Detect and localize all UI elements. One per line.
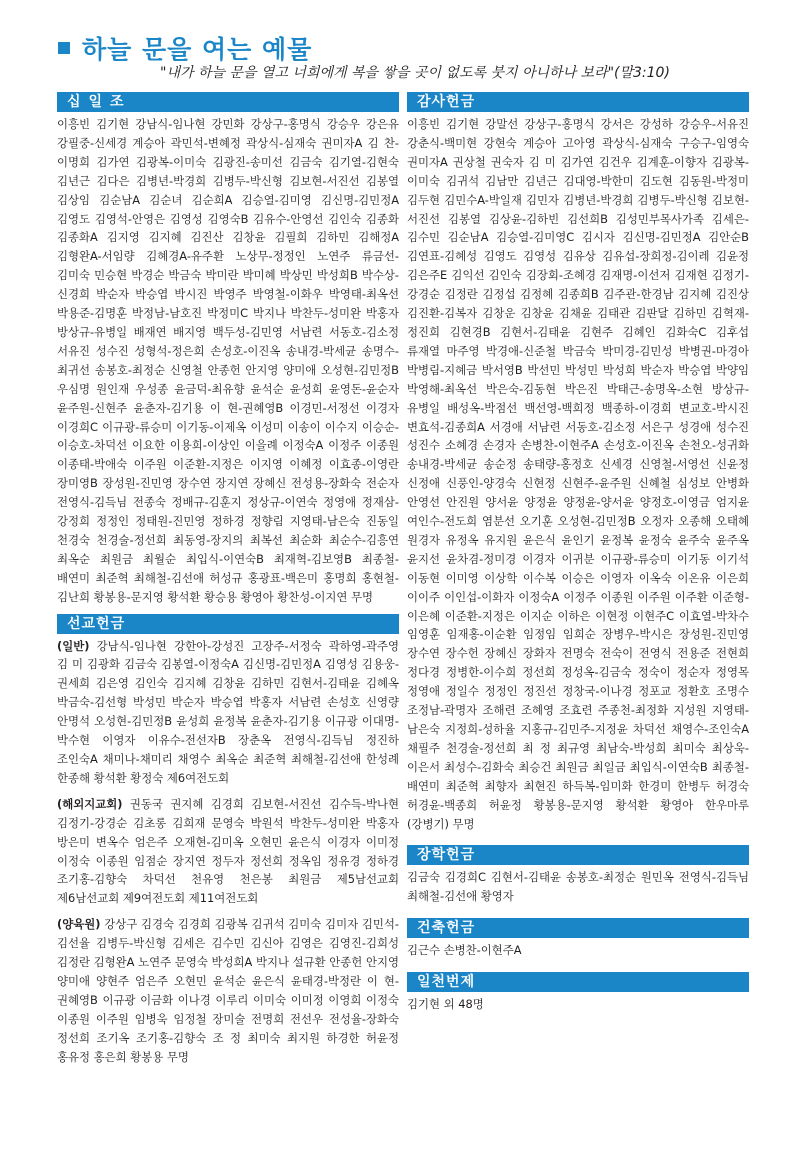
section-heading-mission: 선교헌금 bbox=[57, 614, 399, 634]
bible-verse: "내가 하늘 문을 열고 너희에게 복을 쌓을 곳이 없도록 붓지 아니하나 보라"(말3:10) bbox=[160, 65, 670, 81]
tithe-donor-list: 이흥빈 김기현 강남식-임나현 강민화 강상구-홍명식 강승우 강은유 강필중-신세경 계승아 곽민석-변혜정 곽상식-심재숙 권미자A 김 찬-이명희 김가연 김광복-이미숙 김광진-송미선 김금숙 김기열-김현숙 김년근 김다은 김병년-박경희 김병두-박신형 김보현-서진선 김봉열 김상임 김순남A 김순녀 김순희A 김승열-김미영 김신명-김민정A 김영도 김영석-안영은 김영성 김영숙B 김유수-안영선 김인숙 김종화 김종화A 김지영 김지혜 김진산 김창윤 김필희 김하민 김해정A 김형완A-서임량 김혜경A-유주환 노상무-정정인 노연주 류금선-김미숙 민승현 박경순 박금숙 박미란 박미혜 박상민 박성희B 박수상-신경희 박순자 박승엽 박시진 박영주 박영철-이화우 박영태-최옥선 박용준-김명훈 박정남-남호진 박정미C 박지나 박찬두-성미완 박홍자 방상규-유병일 배재연 배지영 백두성-김민영 서남련 서동호-김소정 서유진 성수진 성형석-정은희 손성호-이진옥 송내경-박세균 송명수-최귀선 송봉호-최정순 신영철 안종헌 안지영 양미애 오성현-김민정B 우심명 원인재 우성종 윤금덕-최유향 윤석순 윤성희 윤영돈-윤순자 윤주원-신현주 윤춘자-김기용 이 현-권혜영B 이경민-서정선 이경자 이경희C 이규광-류승미 이기동-이제옥 이성미 이송이 이수지 이승순-이승호-차덕선 이요한 이용희-이상인 이을례 이정숙A 이정주 이종원 이종태-박애숙 이주원 이준환-지정은 이지영 이혜정 이효종-이영란 장미영B 장성원-진민영 장수연 장지연 장혜신 전성용-장화숙 전순자 전영식-김득님 전종숙 정배규-김훈지 정상규-이연숙 정영애 정재삼-강정희 정정인 정태원-진민영 정하경 정향림 지영태-남은숙 진동일 천경숙 천경술-정선희 최동영-장지의 최복선 최순화 최순수-김흥연 최옥순 최원금 최월순 최입식-이연숙B 최재혁-김보영B 최종철-배연미 최준혁 최해철-김선애 허성규 홍광표-백은미 홍명희 홍현철-김난희 황봉용-문지영 황석환 황승용 황영아 황찬성-이지연 무명 bbox=[57, 117, 399, 604]
page-title: 하늘 문을 여는 예물 bbox=[82, 35, 313, 64]
mission-overseas-list bbox=[57, 795, 399, 908]
left-column bbox=[57, 92, 399, 1074]
mission-general-list bbox=[57, 637, 399, 788]
section-heading-tithe: 십일조 bbox=[57, 92, 399, 112]
scholarship-donor-list: 김금숙 김경희C 김현서-김태윤 송봉호-최정순 원민옥 전영식-김득님 최해철-김선애 황영자 bbox=[407, 870, 749, 904]
building-donor-list: 김근수 손병찬-이현주A bbox=[407, 943, 522, 958]
mission-general-names: 강남식-임나현 강한아-강성진 고장주-서정숙 곽하영-곽주영 김 미 김광화 김금숙 김봉열-이정숙A 김신명-김민정A 김영성 김용웅-권세희 김은영 김인숙 김지혜 김창윤 김하민 김현서-김태윤 김혜옥 박금숙-김선형 박성민 박순자 박승엽 박홍자 서남련 손성호 신영량 안명석 오성현-김민정B 윤성희 윤정복 윤춘자-김기용 이규광 이대명-박수현 이영자 이유수-전선자B 장춘옥 전영식-김득님 정진하 조인숙A 채미나-채미리 채영수 최옥순 최준혁 최해철-김선애 한성례 한종해 황석환 황정숙 제6여전도회 bbox=[57, 638, 399, 785]
firstfruit-donor-list: 김기현 외 48명 bbox=[407, 997, 484, 1012]
mission-overseas-label: (해외지교회) bbox=[57, 796, 123, 811]
mission-care-list bbox=[57, 915, 399, 1066]
section-heading-building: 건축헌금 bbox=[407, 918, 749, 938]
mission-care-label: (양육원) bbox=[57, 917, 101, 932]
right-column bbox=[407, 92, 749, 1021]
mission-care-names: 강상구 김경숙 김경희 김광복 김귀석 김미숙 김미자 김민석-김선율 김병두-박신형 김세은 김수민 김신아 김영은 김영진-김희성 김정란 김형완A 노연주 문영숙 박성희A 박지나 설규환 안종헌 안지영 양미애 양현주 엄은주 오현민 윤석순 윤은식 윤태경-박정란 이 현-권혜영B 이규광 이금화 이나경 이루리 이미숙 이미정 이영희 이정숙 이종원 이주원 임병욱 임정철 장미술 전명희 전선우 전성율-장화숙 정선희 조기옥 조기홍-김향숙 조 정 최미숙 최지원 하경한 허윤정 홍유정 홍은희 황봉용 무명 bbox=[57, 917, 399, 1064]
mission-overseas-names: 권동국 권지혜 김경희 김보현-서진선 김수득-박나현 김정기-강경순 김초롱 김희재 문영숙 박원석 박찬두-성미완 박홍자 방은미 변옥수 엄은주 오재현-김미옥 오현민 윤은식 이경자 이미정 이정숙 이종원 임점순 장지연 정두자 정선희 정옥임 정유경 정하경 조기홍-김향숙 차덕선 천유영 천은봉 최원금 제5남선교회 제6남선교회 제9여전도회 제11여전도회 bbox=[57, 796, 399, 906]
section-heading-thanks: 감사헌금 bbox=[407, 92, 749, 112]
mission-general-label: (일반) bbox=[57, 638, 90, 653]
page-header bbox=[58, 30, 312, 66]
section-heading-firstfruit: 일천번제 bbox=[407, 972, 749, 992]
square-bullet-icon bbox=[58, 42, 70, 54]
thanks-donor-list: 이흥빈 김기현 강말선 강상구-홍명식 강서은 강성하 강승우-서유진 강춘식-백미현 강현숙 계승아 고아영 곽상식-심재숙 구승구-임영숙 권미자A 권상철 권숙자 김 미 김가연 김건우 김계훈-이향자 김광복-이미숙 김귀석 김남만 김년근 김대영-박한미 김도현 김동원-박정미 김두현 김민수A-박일재 김민자 김병년-박경희 김병두-박신형 김보현-서진선 김봉열 김상윤-김하빈 김선희B 김성민부목사가족 김세은-김수민 김순남A 김승열-김미영C 김시자 김신명-김민정A 김안순B 김연표-김혜성 김영도 김영성 김유상 김유섭-장희정-김이레 김윤정 김은주E 김익선 김인숙 김장회-조혜경 김재명-이선저 김재현 김정기-강경순 김정란 김정섭 김정혜 김종희B 김주관-한경남 김지혜 김진상 김진환-김복자 김창운 김창윤 김채윤 김태관 김판달 김하민 김혁재-정진희 김현경B 김현서-김태윤 김현주 김혜인 김화숙C 김후섭 류재열 마주영 박경애-신준철 박금숙 박미경-김민성 박병권-마경아 박병림-지혜금 박서영B 박선민 박성민 박성희 박순자 박승엽 박양임 박영해-최옥선 박은숙-김동현 박은진 박태근-송명옥-소현 방상규-유병일 배성옥-박점선 백선영-백희정 백종하-이경희 변교호-박시진 변효석-김종희A 서경애 서남련 서동호-김소정 서은구 성경애 성수진 성진수 소혜경 손경자 손병찬-이현주A 손성호-이진옥 손천오-성귀화 송내경-박세균 송순정 송태량-홍정호 신세경 신영철-서영선 신윤정 신정애 신풍인-양경숙 신현정 신현주-윤주원 신혜철 심성보 안병화 안영선 안진원 양서윤 양정윤 양정윤-양서윤 양정호-이영금 엄지윤 여인수-전도희 염분선 오기훈 오성현-김민정B 오정자 오종해 오태혜 원경자 유정옥 유지원 윤은식 윤인기 윤정복 윤정숙 윤주숙 윤주옥 윤지선 윤차겸-정미경 이경자 이귀분 이규광-류승미 이기동 이기석 이동현 이미영 이상학 이수복 이승은 이영자 이옥숙 이온유 이은희 이이주 이인섭-이화자 이정숙A 이정주 이종원 이주원 이주환 이준형-이은혜 이준환-지정은 이지순 이하은 이현정 이현주C 이효열-박차수 임영훈 임재홍-이순환 임정임 임희순 장병우-박시은 장성원-진민영 장수연 장수헌 장혜신 장화자 전명숙 전숙이 전영식 전용준 전현희 정다경 정병한-이수희 정선희 정성옥-김금숙 정숙이 정순자 정영목 정영애 정일수 정정인 정진선 정창국-이나경 정포교 정환호 조명수 조정남-곽명자 조해련 조혜영 조효련 주종천-최정화 지성원 지영태-남은숙 지정희-성하율 지홍규-김민주-지정윤 차덕선 채영수-조인숙A 채필주 천경술-정선희 최 정 최규영 최남숙-박성희 최미숙 최상욱-이은서 최성수-김화숙 최승건 최원금 최일금 최입식-이연숙B 최종철-배연미 최준혁 최향자 최현진 하득복-임미화 한경미 한병두 허경숙 허경윤-백종희 허윤정 황봉용-문지영 황석환 황영아 한우마루(강병기) 무명 bbox=[407, 117, 749, 831]
section-heading-scholarship: 장학헌금 bbox=[407, 845, 749, 865]
